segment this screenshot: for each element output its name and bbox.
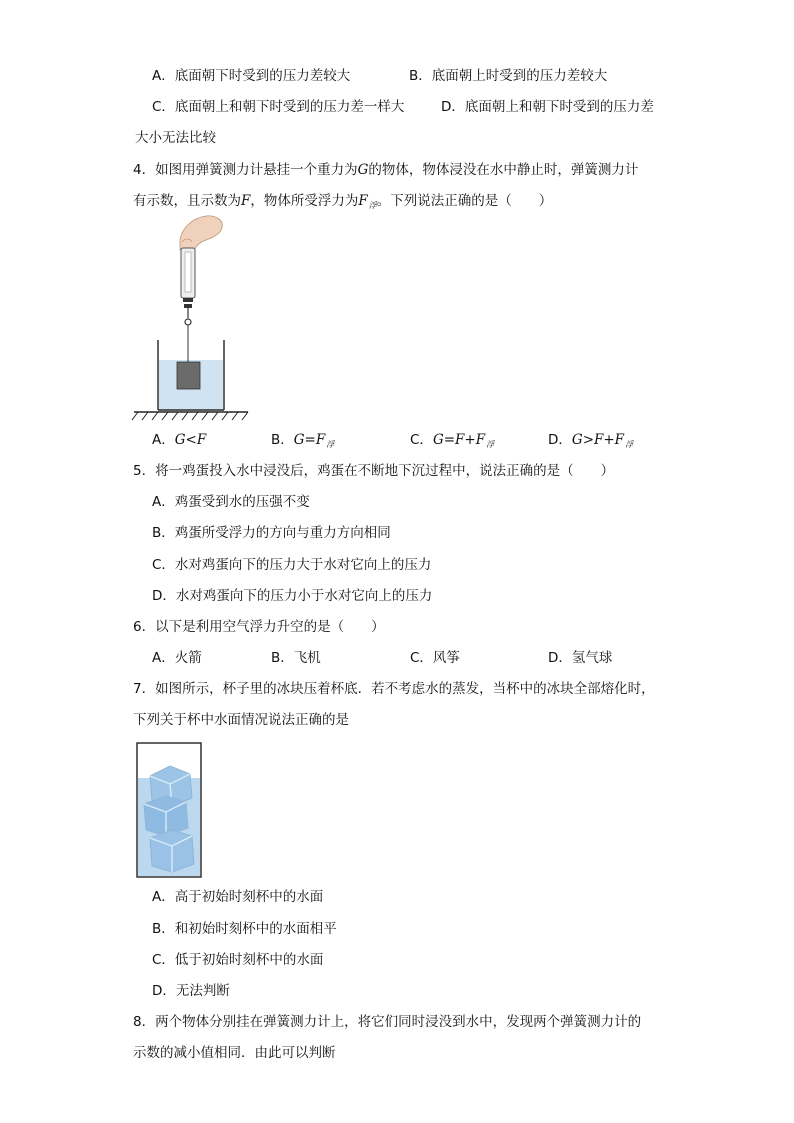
q6-option-d: D．氢气球 bbox=[548, 650, 613, 666]
subscript-fu: 浮 bbox=[486, 440, 495, 449]
q5-option-c: C．水对鸡蛋向下的压力大于水对它向上的压力 bbox=[152, 557, 432, 573]
q6-option-c: C．风筝 bbox=[410, 650, 460, 666]
q3-option-b: B．底面朝上时受到的压力差较大 bbox=[409, 68, 608, 84]
q4-option-a-math: G<F bbox=[174, 432, 207, 448]
ice-cup-figure bbox=[136, 742, 202, 878]
q4-stem-line2 bbox=[133, 191, 552, 216]
q8-stem-line1: 8．两个物体分别挂在弹簧测力计上，将它们同时浸没到水中，发现两个弹簧测力计的 bbox=[133, 1014, 642, 1030]
q4-option-d-math: G>F+F bbox=[571, 432, 625, 448]
q4-option-b bbox=[271, 430, 334, 455]
q8-stem-line2: 示数的减小值相同．由此可以判断 bbox=[133, 1045, 336, 1061]
q3-option-c: C．底面朝上和朝下时受到的压力差一样大 bbox=[152, 99, 405, 115]
q5-option-d: D．水对鸡蛋向下的压力小于水对它向上的压力 bbox=[152, 588, 433, 604]
hand-icon bbox=[180, 216, 222, 250]
q4-stem-text: ，物体所受浮力为 bbox=[250, 193, 359, 209]
q4-option-c bbox=[410, 430, 494, 455]
subscript-fu: 浮 bbox=[326, 440, 335, 449]
q4-option-a bbox=[152, 430, 206, 450]
q3-option-a: A．底面朝下时受到的压力差较大 bbox=[152, 68, 351, 84]
q4-option-b-math: G=F bbox=[293, 432, 326, 448]
q4-option-a-label: A． bbox=[152, 432, 175, 448]
q6-stem: 6．以下是利用空气浮力升空的是（ ） bbox=[133, 619, 385, 635]
block bbox=[177, 362, 200, 389]
q3-option-d: D．底面朝上和朝下时受到的压力差 bbox=[441, 99, 654, 115]
var-f: F bbox=[241, 193, 251, 209]
q5-stem: 5．将一鸡蛋投入水中浸没后，鸡蛋在不断地下沉过程中，说法正确的是（ ） bbox=[133, 463, 615, 479]
q7-stem-line1: 7．如图所示，杯子里的冰块压着杯底．若不考虑水的蒸发，当杯中的冰块全部熔化时， bbox=[133, 681, 655, 697]
q4-option-c-math: G=F+F bbox=[432, 432, 486, 448]
q6-option-b: B．飞机 bbox=[271, 650, 321, 666]
q3-option-d-continued: 大小无法比较 bbox=[135, 130, 216, 146]
ice-cubes bbox=[144, 766, 194, 872]
q5-option-a: A．鸡蛋受到水的压强不变 bbox=[152, 494, 310, 510]
q7-stem-line2: 下列关于杯中水面情况说法正确的是 bbox=[133, 712, 349, 728]
subscript-fu: 浮 bbox=[625, 440, 634, 449]
q7-option-c: C．低于初始时刻杯中的水面 bbox=[152, 952, 324, 968]
var-g: G bbox=[357, 162, 369, 178]
q7-option-d: D．无法判断 bbox=[152, 983, 230, 999]
q4-stem-text: 的物体，物体浸没在水中静止时，弹簧测力计 bbox=[368, 162, 639, 178]
q4-stem-text: 。下列说法正确的是（ ） bbox=[376, 193, 553, 209]
q4-stem-text: 4．如图用弹簧测力计悬挂一个重力为 bbox=[133, 162, 358, 178]
ground-hatching bbox=[132, 412, 248, 420]
var-f-buoyancy: F bbox=[358, 193, 368, 209]
q4-stem-line1 bbox=[133, 160, 638, 180]
q7-option-b: B．和初始时刻杯中的水面相平 bbox=[152, 921, 337, 937]
q4-stem-text: 有示数，且示数为 bbox=[133, 193, 241, 209]
q7-option-a: A．高于初始时刻杯中的水面 bbox=[152, 889, 324, 905]
spring-scale-figure bbox=[128, 214, 258, 426]
q5-option-b: B．鸡蛋所受浮力的方向与重力方向相同 bbox=[152, 525, 391, 541]
q4-option-d bbox=[548, 430, 633, 455]
q4-option-d-label: D． bbox=[548, 432, 572, 448]
q4-option-b-label: B． bbox=[271, 432, 294, 448]
subscript-fu: 浮 bbox=[368, 201, 377, 210]
q4-option-c-label: C． bbox=[410, 432, 433, 448]
q6-option-a: A．火箭 bbox=[152, 650, 202, 666]
